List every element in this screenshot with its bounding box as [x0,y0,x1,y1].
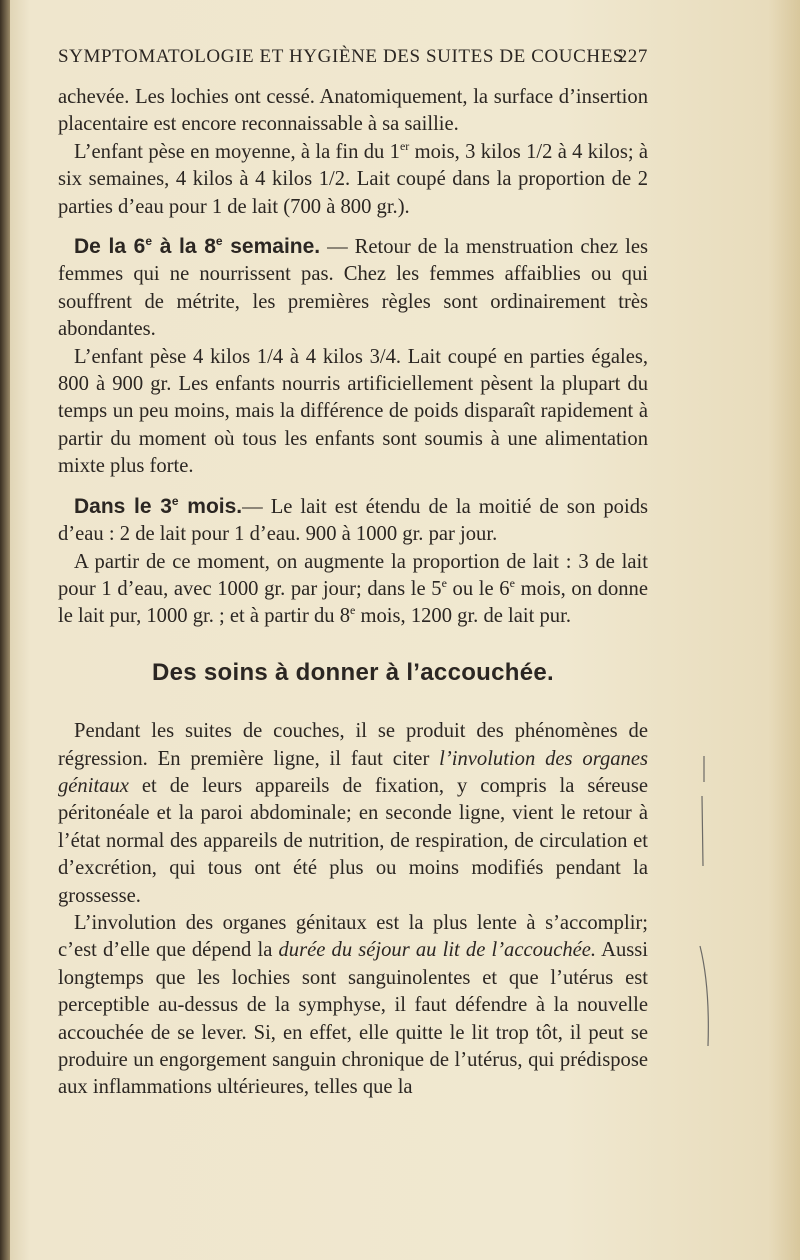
body-text [58,84,648,1102]
paragraph-8-text-b: Aussi longtemps que les lochies sont sanguinolentes et que l’utérus est perceptible au-dessus de la symphyse, il faut défendre à la nouvelle accouchée de se lever. Si, en effet, elle quitte le lit trop tôt, il peut se produire un engorgement sanguin chronique de l’utérus, qui prédispose aux inflammations ultérieures, telles que la [58,939,649,1099]
paragraph-6-text-d: mois, 1200 gr. de lait pur. [355,605,571,628]
paragraph-5-text: — Le lait est étendu de la moitié de son poids d’eau : 2 de lait pour 1 d’eau. 900 à 1000 gr. par jour. [58,495,649,546]
paragraph-7 [58,718,648,910]
paragraph-8-emphasis: durée du séjour au lit de l’accouchée. [278,939,597,962]
paragraph-6-sup-2: e [509,576,515,591]
paragraph-7-emphasis: l’involution des organes génitaux [58,747,648,797]
paragraph-2-text-b: mois, 3 kilos 1/2 à 4 kilos; à six semaines, 4 kilos à 4 kilos 1/2. Lait coupé dans la proportion de 2 parties d’eau pour 1 de lait (700 à 800 gr.). [58,140,649,218]
paragraph-2-text-a: L’enfant pèse en moyenne, à la fin du 1 [74,140,400,163]
paragraph-5 [58,493,648,549]
heading-6-8-text-c: semaine. [222,235,321,259]
heading-3-mois-sup: e [171,493,179,508]
paragraph-4: L’enfant pèse 4 kilos 1/4 à 4 kilos 3/4. Lait coupé en parties égales, 800 à 900 gr. Les enfants nourris artificiellement pèsent la plupart du temps un peu moins, mais la différence de poids disparaît rapidement à partir du moment où tous les enfants sont soumis à une alimentation mixte plus forte. [58,345,648,478]
paragraph-8 [58,910,648,1102]
paragraph-6-text-c: mois, on donne le lait pur, 1000 gr. ; et à partir du 8 [58,577,648,628]
paragraph-2-sup: er [399,138,410,153]
heading-6-8-text-a: De la 6 [74,235,146,259]
running-head [58,46,648,68]
paragraph-3 [58,233,648,344]
paragraph-6-text-b: ou le 6 [446,577,510,600]
section-title: Des soins à donner à l’accouchée. [151,658,555,686]
heading-6-8-sup-1: e [145,234,153,249]
heading-6-8-text-b: à la 8 [152,235,216,259]
heading-3-mois-text-a: Dans le 3 [74,494,172,518]
paragraph-3-text: — Retour de la menstruation chez les femmes qui ne nourrissent pas. Chez les femmes affaiblies ou qui souffrent de métrite, les premières règles sont ordinairement très abondantes. [58,236,648,341]
paragraph-6-sup-1: e [441,576,447,591]
paragraph-7-text-a: Pendant les suites de couches, il se produit des phénomènes de régression. En première ligne, il faut citer [58,720,648,770]
paragraph-6-text-a: A partir de ce moment, on augmente la proportion de lait : 3 de lait pour 1 d’eau, avec 1000 gr. par jour; dans le 5 [58,550,648,600]
paragraph-6-sup-3: e [350,603,356,618]
book-binding-edge [0,0,10,1260]
paragraph-8-text-a: L’involution des organes génitaux est la plus lente à s’accomplir; c’est d’elle que dépend la [58,911,648,962]
heading-3-mois-text-b: mois. [178,494,243,518]
paragraph-2 [58,139,648,221]
margin-pencil-mark [698,756,712,1056]
heading-3-mois [74,495,242,518]
paragraph-1: achevée. Les lochies ont cessé. Anatomiquement, la surface d’insertion placentaire est encore reconnaissable à sa saillie. [58,86,648,136]
page-number: 227 [617,46,648,67]
heading-6-8-sup-2: e [215,234,223,249]
paragraph-7-text-b: et de leurs appareils de fixation, y compris la séreuse péritonéale et la paroi abdominale; en seconde ligne, vient le retour à l’état normal des appareils de nutrition, de respiration, de circulation et d’excrétion, qui tous ont été plus ou moins modifiés pendant la grossesse. [58,774,648,907]
paragraph-6 [58,549,648,631]
heading-6-8-semaine [74,235,320,258]
running-head-title: SYMPTOMATOLOGIE ET HYGIÈNE DES SUITES DE COUCHES [58,46,625,67]
